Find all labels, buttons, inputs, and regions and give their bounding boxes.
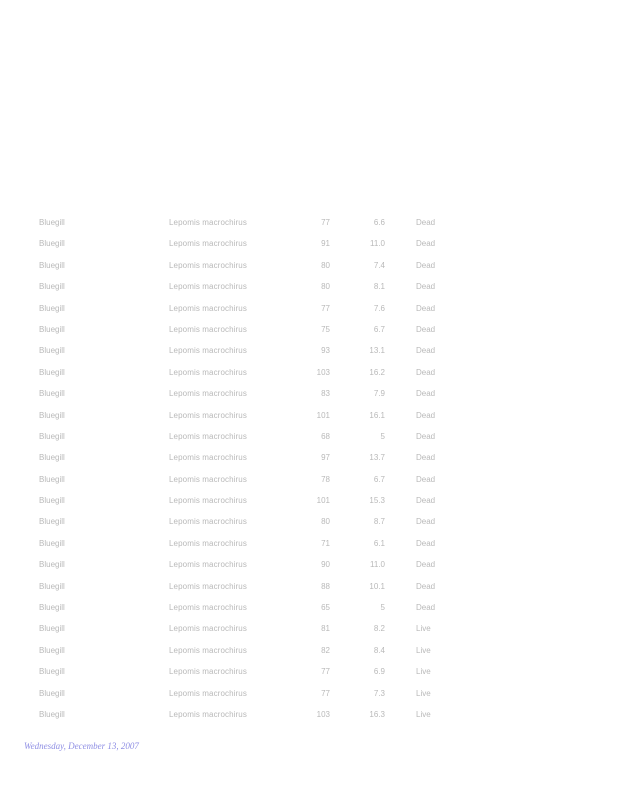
status-cell: Dead: [416, 260, 436, 270]
table-row: [0, 555, 618, 576]
table-row: [0, 577, 618, 598]
length-cell: 80: [321, 282, 330, 292]
common-name-cell: Bluegill: [39, 474, 65, 484]
weight-cell: 15.3: [369, 496, 385, 506]
weight-cell: 6.6: [373, 218, 385, 227]
weight-cell: 13.1: [369, 346, 385, 356]
common-name-cell: Bluegill: [39, 218, 65, 227]
length-cell: 93: [321, 346, 330, 356]
table-row: [0, 705, 618, 726]
species-name-cell: Lepomis macrochirus: [169, 517, 247, 527]
report-date-footer: Wednesday, December 13, 2007: [24, 741, 139, 751]
common-name-cell: Bluegill: [39, 560, 65, 570]
common-name-cell: Bluegill: [39, 324, 65, 334]
table-row: [0, 299, 618, 320]
species-name-cell: Lepomis macrochirus: [169, 538, 247, 548]
common-name-cell: Bluegill: [39, 538, 65, 548]
length-cell: 77: [321, 688, 330, 698]
species-name-cell: Lepomis macrochirus: [169, 282, 247, 292]
common-name-cell: Bluegill: [39, 282, 65, 292]
species-name-cell: Lepomis macrochirus: [169, 667, 247, 677]
length-cell: 65: [321, 603, 330, 613]
length-cell: 77: [321, 303, 330, 313]
status-cell: Dead: [416, 517, 436, 527]
table-row: [0, 512, 618, 533]
weight-cell: 6.7: [373, 324, 385, 334]
weight-cell: 5: [380, 431, 385, 441]
status-cell: Dead: [416, 431, 436, 441]
common-name-cell: Bluegill: [39, 517, 65, 527]
table-row: [0, 363, 618, 384]
status-cell: Dead: [416, 367, 436, 377]
weight-cell: 7.6: [373, 303, 385, 313]
status-cell: Dead: [416, 282, 436, 292]
weight-cell: 11.0: [370, 560, 385, 570]
length-cell: 97: [321, 453, 330, 463]
species-name-cell: Lepomis macrochirus: [169, 624, 247, 634]
weight-cell: 16.1: [369, 410, 385, 420]
status-cell: Dead: [416, 474, 436, 484]
table-row: [0, 491, 618, 512]
table-row: [0, 320, 618, 341]
status-cell: Live: [416, 709, 431, 719]
status-cell: Dead: [416, 346, 436, 356]
common-name-cell: Bluegill: [39, 303, 65, 313]
length-cell: 103: [316, 367, 330, 377]
weight-cell: 16.3: [369, 709, 385, 719]
length-cell: 80: [321, 260, 330, 270]
length-cell: 80: [321, 517, 330, 527]
status-cell: Live: [416, 624, 431, 634]
common-name-cell: Bluegill: [39, 410, 65, 420]
length-cell: 83: [321, 389, 330, 399]
status-cell: Live: [416, 667, 431, 677]
weight-cell: 7.9: [373, 389, 385, 399]
length-cell: 68: [321, 431, 330, 441]
common-name-cell: Bluegill: [39, 496, 65, 506]
common-name-cell: Bluegill: [39, 239, 65, 249]
status-cell: Dead: [416, 603, 436, 613]
table-row: [0, 470, 618, 491]
common-name-cell: Bluegill: [39, 581, 65, 591]
length-cell: 81: [321, 624, 330, 634]
weight-cell: 6.7: [373, 474, 385, 484]
species-name-cell: Lepomis macrochirus: [169, 431, 247, 441]
status-cell: Dead: [416, 218, 436, 227]
weight-cell: 8.7: [373, 517, 385, 527]
table-row: [0, 684, 618, 705]
table-row: [0, 427, 618, 448]
species-name-cell: Lepomis macrochirus: [169, 645, 247, 655]
length-cell: 71: [321, 538, 330, 548]
common-name-cell: Bluegill: [39, 624, 65, 634]
status-cell: Live: [416, 645, 431, 655]
species-name-cell: Lepomis macrochirus: [169, 709, 247, 719]
common-name-cell: Bluegill: [39, 453, 65, 463]
common-name-cell: Bluegill: [39, 367, 65, 377]
weight-cell: 7.4: [373, 260, 385, 270]
status-cell: Dead: [416, 410, 436, 420]
status-cell: Dead: [416, 560, 436, 570]
table-row: [0, 256, 618, 277]
species-name-cell: Lepomis macrochirus: [169, 603, 247, 613]
status-cell: Dead: [416, 303, 436, 313]
species-name-cell: Lepomis macrochirus: [169, 239, 247, 249]
weight-cell: 6.1: [373, 538, 385, 548]
table-row: [0, 598, 618, 619]
weight-cell: 5: [380, 603, 385, 613]
common-name-cell: Bluegill: [39, 667, 65, 677]
table-row: [0, 641, 618, 662]
length-cell: 103: [316, 709, 330, 719]
table-row: [0, 619, 618, 640]
table-row: [0, 662, 618, 683]
length-cell: 75: [321, 324, 330, 334]
length-cell: 77: [321, 667, 330, 677]
table-row: [0, 234, 618, 255]
weight-cell: 10.1: [369, 581, 385, 591]
species-name-cell: Lepomis macrochirus: [169, 367, 247, 377]
common-name-cell: Bluegill: [39, 645, 65, 655]
species-name-cell: Lepomis macrochirus: [169, 346, 247, 356]
fish-data-table: [0, 213, 618, 726]
table-row: [0, 213, 618, 234]
common-name-cell: Bluegill: [39, 688, 65, 698]
species-name-cell: Lepomis macrochirus: [169, 560, 247, 570]
length-cell: 101: [316, 496, 330, 506]
status-cell: Dead: [416, 324, 436, 334]
length-cell: 78: [321, 474, 330, 484]
common-name-cell: Bluegill: [39, 389, 65, 399]
status-cell: Dead: [416, 538, 436, 548]
status-cell: Dead: [416, 389, 436, 399]
common-name-cell: Bluegill: [39, 431, 65, 441]
status-cell: Live: [416, 688, 431, 698]
species-name-cell: Lepomis macrochirus: [169, 324, 247, 334]
weight-cell: 7.3: [373, 688, 385, 698]
weight-cell: 8.1: [373, 282, 385, 292]
length-cell: 82: [321, 645, 330, 655]
species-name-cell: Lepomis macrochirus: [169, 496, 247, 506]
length-cell: 101: [316, 410, 330, 420]
weight-cell: 16.2: [369, 367, 385, 377]
common-name-cell: Bluegill: [39, 603, 65, 613]
length-cell: 88: [321, 581, 330, 591]
status-cell: Dead: [416, 581, 436, 591]
status-cell: Dead: [416, 453, 436, 463]
common-name-cell: Bluegill: [39, 346, 65, 356]
species-name-cell: Lepomis macrochirus: [169, 389, 247, 399]
species-name-cell: Lepomis macrochirus: [169, 688, 247, 698]
species-name-cell: Lepomis macrochirus: [169, 410, 247, 420]
species-name-cell: Lepomis macrochirus: [169, 453, 247, 463]
weight-cell: 6.9: [373, 667, 385, 677]
weight-cell: 8.4: [373, 645, 385, 655]
length-cell: 77: [321, 218, 330, 227]
table-row: [0, 277, 618, 298]
weight-cell: 11.0: [370, 239, 385, 249]
species-name-cell: Lepomis macrochirus: [169, 218, 247, 227]
species-name-cell: Lepomis macrochirus: [169, 303, 247, 313]
status-cell: Dead: [416, 239, 436, 249]
common-name-cell: Bluegill: [39, 260, 65, 270]
table-row: [0, 534, 618, 555]
table-row: [0, 448, 618, 469]
weight-cell: 13.7: [369, 453, 385, 463]
table-row: [0, 406, 618, 427]
table-row: [0, 384, 618, 405]
table-row: [0, 341, 618, 362]
length-cell: 90: [321, 560, 330, 570]
species-name-cell: Lepomis macrochirus: [169, 581, 247, 591]
species-name-cell: Lepomis macrochirus: [169, 474, 247, 484]
species-name-cell: Lepomis macrochirus: [169, 260, 247, 270]
length-cell: 91: [321, 239, 330, 249]
common-name-cell: Bluegill: [39, 709, 65, 719]
weight-cell: 8.2: [373, 624, 385, 634]
status-cell: Dead: [416, 496, 436, 506]
